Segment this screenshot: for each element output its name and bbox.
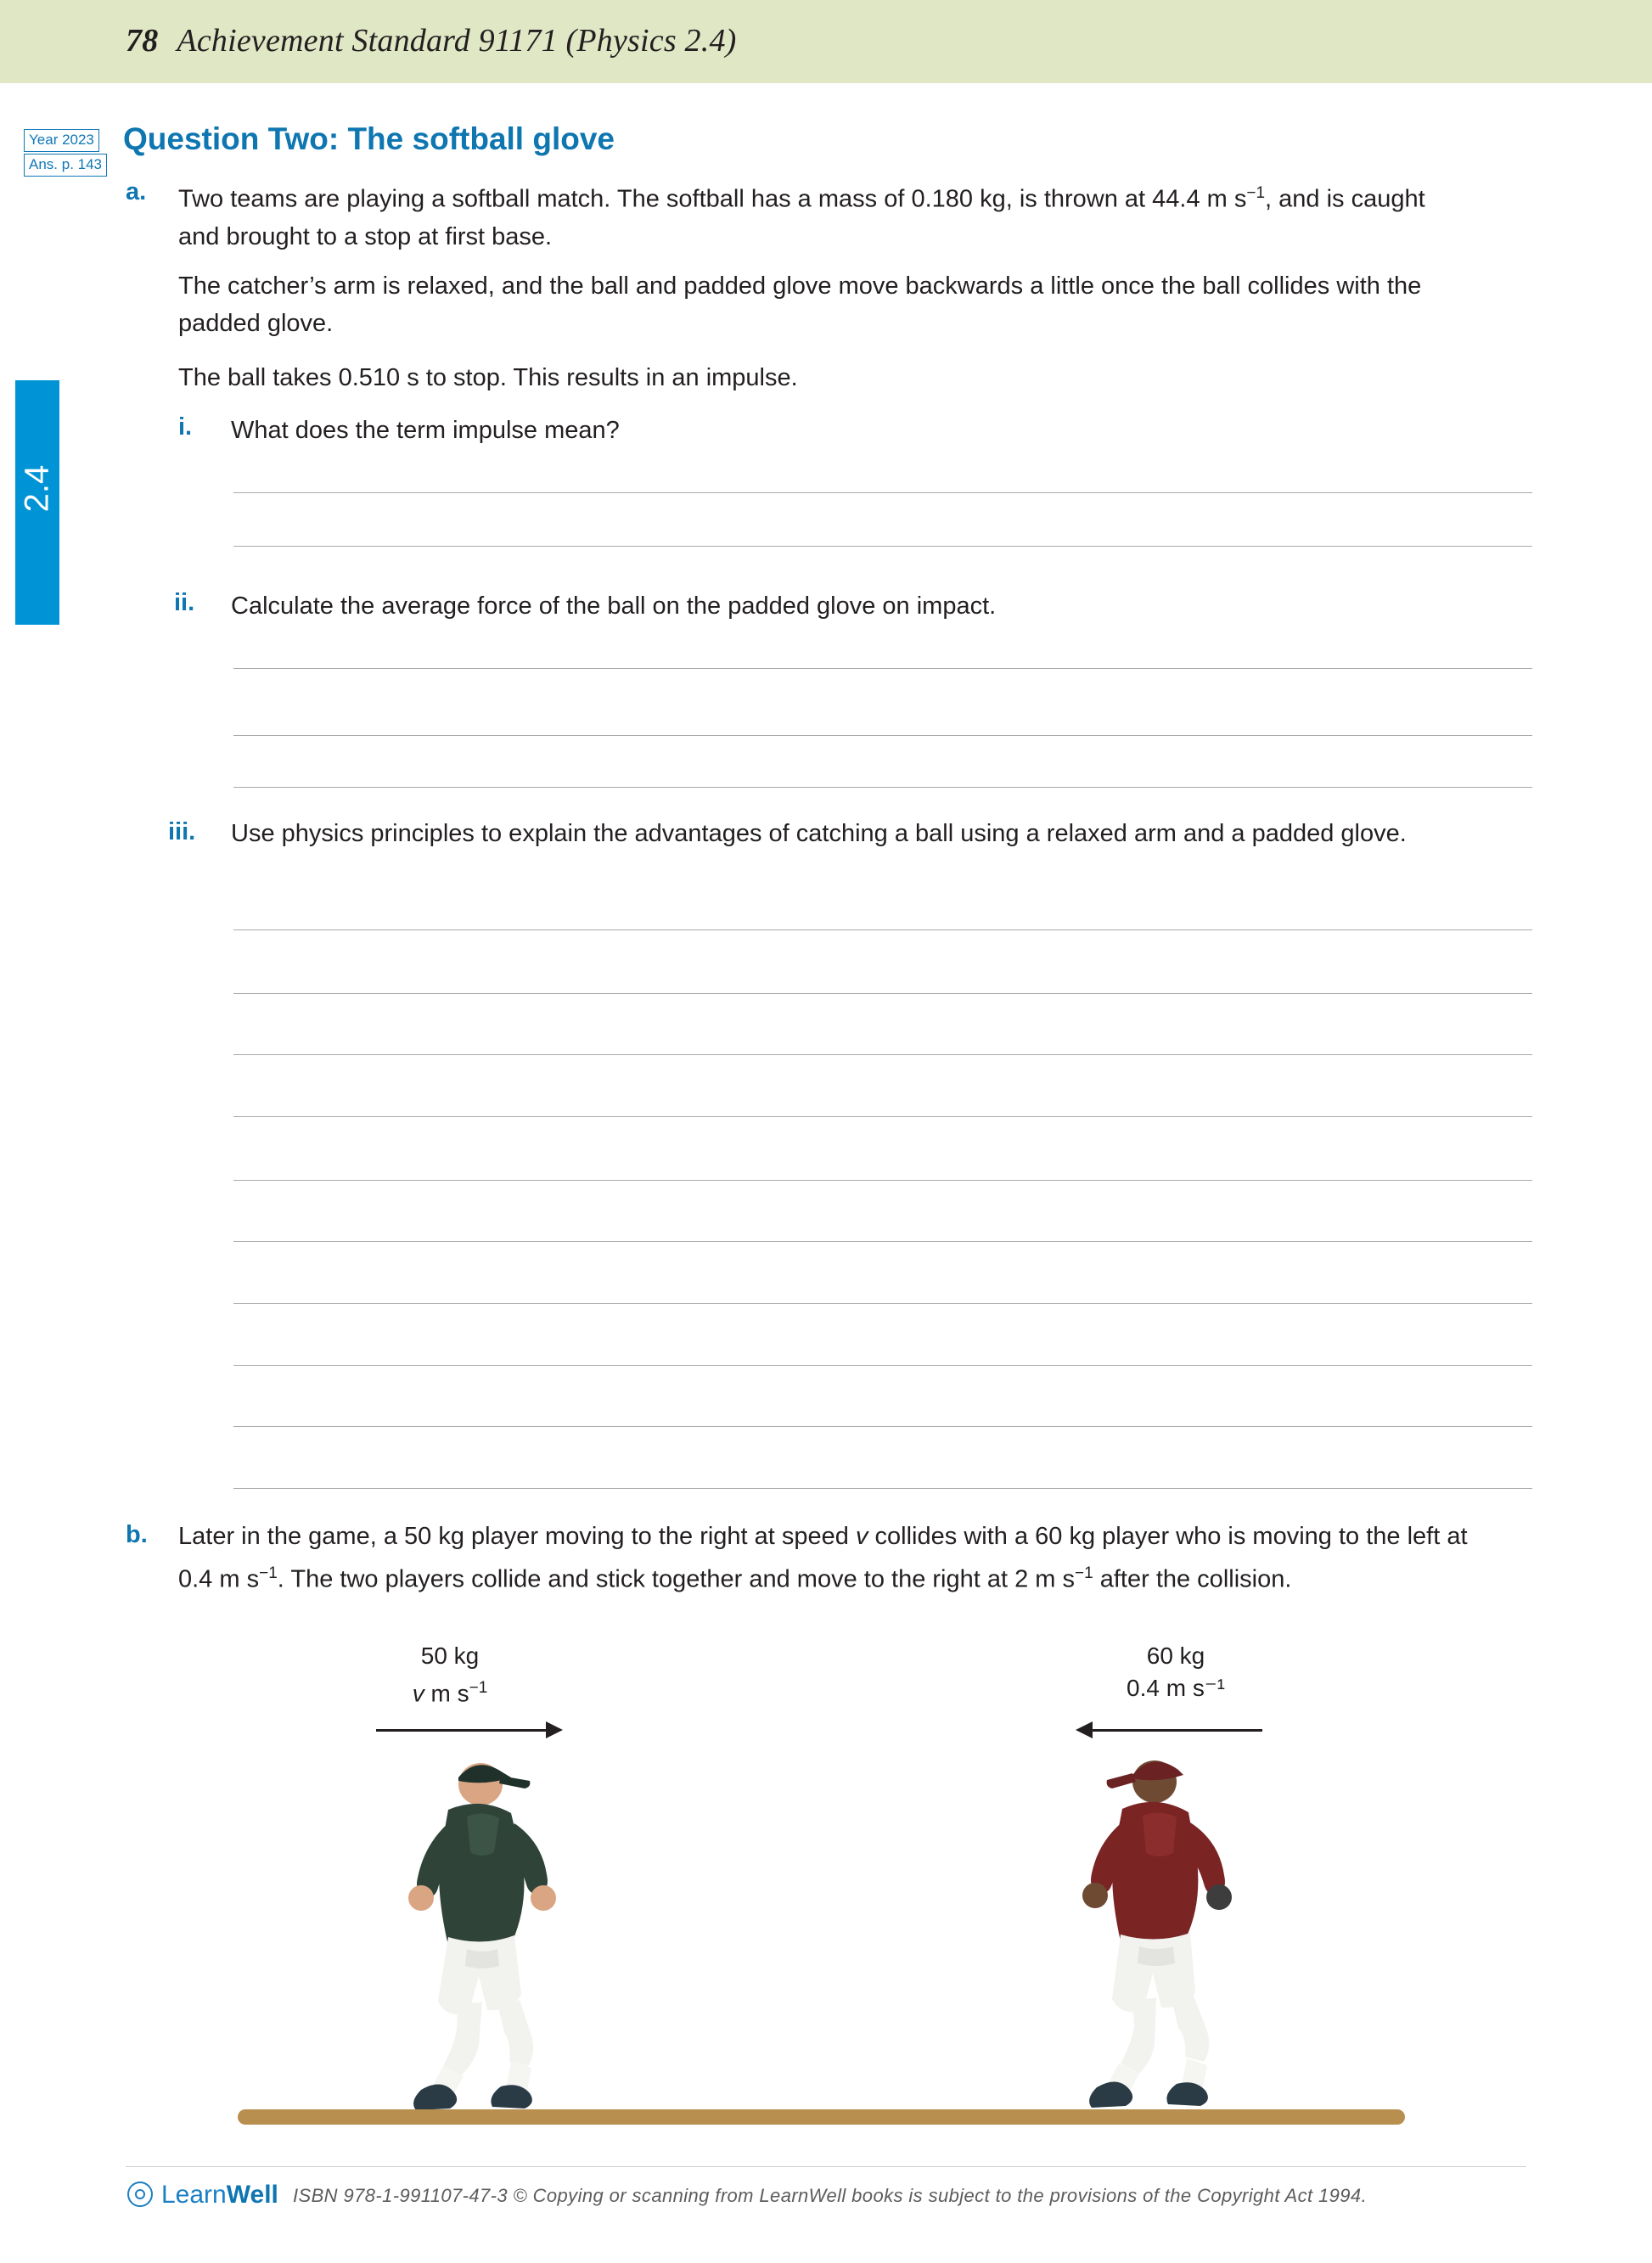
answer-line[interactable] — [233, 1180, 1532, 1181]
left-player-speed-label: v m $s^{-1}$ — [412, 1679, 488, 1707]
standard-side-tab — [15, 380, 59, 625]
answer-line[interactable] — [233, 993, 1532, 994]
answer-line[interactable] — [233, 1488, 1532, 1489]
answer-line[interactable] — [233, 1116, 1532, 1117]
answer-line[interactable] — [233, 668, 1532, 669]
answer-line[interactable] — [233, 546, 1532, 547]
left-velocity-arrow-head — [546, 1721, 563, 1738]
brand-second: Well — [226, 2181, 278, 2209]
answer-line[interactable] — [233, 735, 1532, 736]
subpart-iii-text: Use physics principles to explain the advantages of catching a ball using a relaxed arm and a padded glove. — [231, 820, 1407, 847]
part-a-label: a. — [126, 178, 147, 205]
left-velocity-arrow-line — [376, 1729, 546, 1732]
page-header — [126, 22, 737, 59]
part-a-paragraph-1: Two teams are playing a softball match. The softball has a mass of 0.180 kg, is thrown at 44.4 m $s^{-1}$, and is caught and brought to a stop at first base. — [178, 184, 1425, 250]
subpart-i-text: What does the term impulse mean? — [231, 417, 620, 444]
subpart-ii-text: Calculate the average force of the ball on the padded glove on impact. — [231, 592, 997, 620]
learnwell-logo-icon — [127, 2182, 153, 2207]
answer-line[interactable] — [233, 787, 1532, 788]
answer-line[interactable] — [233, 1426, 1532, 1427]
answer-line[interactable] — [233, 492, 1532, 493]
subpart-ii-label: ii. — [174, 589, 195, 616]
footer-divider — [126, 2166, 1526, 2167]
footer-copyright: ISBN 978-1-991107-47-3 © Copying or scanning from LearnWell books is subject to the provisions of the Copyright Act 1994. — [293, 2185, 1368, 2206]
right-velocity-arrow-line — [1093, 1729, 1262, 1732]
subpart-i-label: i. — [178, 413, 193, 441]
answer-line[interactable] — [233, 929, 1532, 930]
right-player-speed-label: 0.4 m s⁻¹ — [1127, 1675, 1225, 1701]
part-b-paragraph-1: Later in the game, a 50 kg player moving to the right at speed v collides with a 60 kg player who is moving to the left at 0.4 m $s^{-1}$. The two players collide and stick together and move to the right at 2 m $s^{-1}$ after the collision. — [178, 1523, 1468, 1593]
part-b-label: b. — [126, 1521, 148, 1548]
part-a-paragraph-2: The catcher’s arm is relaxed, and the ball and padded glove move backwards a little once the ball collides with the padded glove. — [178, 272, 1422, 337]
answer-reference-badge: Ans. p. 143 — [24, 154, 107, 177]
right-velocity-arrow-head — [1076, 1721, 1093, 1738]
footer-brand — [161, 2181, 278, 2210]
answer-line[interactable] — [233, 1303, 1532, 1304]
answer-line[interactable] — [233, 1241, 1532, 1242]
side-tab-label: 2.4 — [18, 464, 56, 513]
part-a-paragraph-3: The ball takes 0.510 s to stop. This results in an impulse. — [178, 364, 798, 391]
right-player-illustration — [1044, 1744, 1299, 2122]
left-player-illustration — [340, 1749, 594, 2122]
year-badge: Year 2023 — [24, 129, 99, 152]
answer-line[interactable] — [233, 1365, 1532, 1366]
page-number: 78 — [126, 23, 159, 59]
page-title: Achievement Standard 91171 (Physics 2.4) — [177, 23, 737, 59]
right-player-mass-label: 60 kg — [1146, 1642, 1205, 1669]
brand-first: Learn — [161, 2181, 227, 2209]
ground-strip — [238, 2109, 1405, 2125]
subpart-iii-label: iii. — [168, 818, 196, 845]
answer-line[interactable] — [233, 1054, 1532, 1055]
left-player-mass-label: 50 kg — [420, 1642, 480, 1669]
question-title: Question Two: The softball glove — [123, 121, 615, 156]
